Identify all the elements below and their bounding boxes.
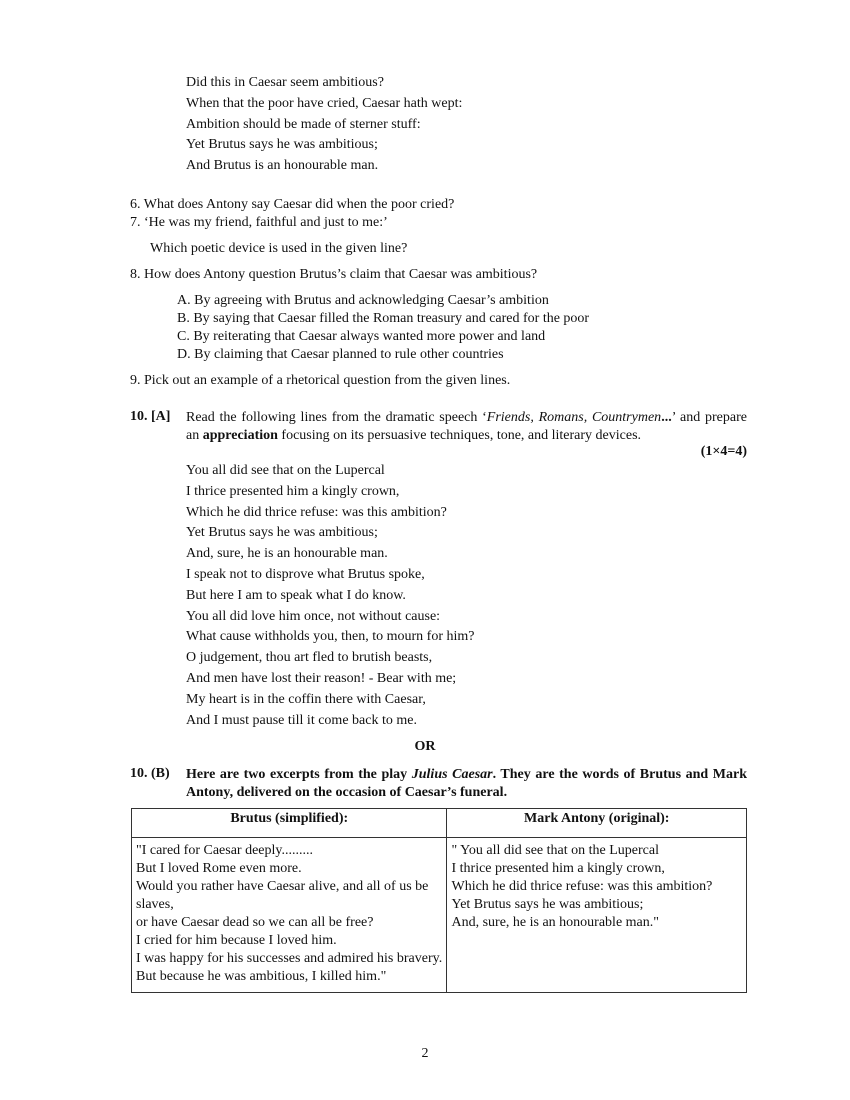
antony-line: And, sure, he is an honourable man." <box>451 915 659 930</box>
header-brutus: Brutus (simplified): <box>132 809 447 838</box>
poem-line: Ambition should be made of sterner stuff: <box>186 116 421 132</box>
appreciation-emphasis: appreciation <box>202 428 278 443</box>
poem-line: Did this in Caesar seem ambitious? <box>186 75 384 90</box>
marks-label: (1×4=4) <box>700 444 747 459</box>
antony-speech-cell <box>447 838 747 993</box>
poem-line: When that the poor have cried, Caesar hath wept: <box>186 95 463 111</box>
question-10a-number: 10. [A] <box>130 409 171 424</box>
poem-excerpt-top <box>186 73 462 177</box>
table-row <box>132 838 747 993</box>
poem-line: And I must pause till it come back to me. <box>186 712 417 728</box>
brutus-line: But I loved Rome even more. <box>136 861 302 876</box>
play-title: Julius Caesar <box>411 767 493 782</box>
brutus-line: I cried for him because I loved him. <box>136 933 337 948</box>
brutus-line: But because he was ambitious, I killed him." <box>136 969 387 984</box>
speech-title: Friends, Romans, Countrymen <box>486 410 662 425</box>
brutus-line: Would you rather have Caesar alive, and all of us be slaves, <box>136 879 429 912</box>
poem-line: I thrice presented him a kingly crown, <box>186 483 400 499</box>
brutus-line: "I cared for Caesar deeply......... <box>136 843 314 858</box>
antony-line: I thrice presented him a kingly crown, <box>451 861 665 876</box>
poem-line: Yet Brutus says he was ambitious; <box>186 137 378 153</box>
brutus-line: or have Caesar dead so we can all be free? <box>136 915 374 930</box>
option-c: C. By reiterating that Caesar always wanted more power and land <box>177 329 546 344</box>
antony-line: Yet Brutus says he was ambitious; <box>451 897 644 912</box>
poem-line: Which he did thrice refuse: was this ambition? <box>186 504 447 520</box>
question-7-sub: Which poetic device is used in the given line? <box>150 241 408 256</box>
table-header-row <box>132 809 747 838</box>
question-6: 6. What does Antony say Caesar did when the poor cried? <box>130 197 455 212</box>
poem-line: And men have lost their reason! - Bear with me; <box>186 670 457 686</box>
question-8-options <box>177 292 589 364</box>
poem-excerpt-a <box>186 461 475 731</box>
question-10b-text: Here are two excerpts from the play Julius Caesar. They are the words of Brutus and Mark Antony, delivered on the occasion of Caesar’s funeral. <box>186 767 747 800</box>
brutus-line: I was happy for his successes and admired his bravery. <box>136 951 443 966</box>
antony-line: " You all did see that on the Lupercal <box>451 843 659 858</box>
antony-line: Which he did thrice refuse: was this ambition? <box>451 879 713 894</box>
option-b: B. By saying that Caesar filled the Roman treasury and cared for the poor <box>177 311 590 326</box>
poem-line: And Brutus is an honourable man. <box>186 158 379 174</box>
page-number: 2 <box>421 1046 429 1061</box>
option-d: D. By claiming that Caesar planned to rule other countries <box>177 347 504 362</box>
poem-line: O judgement, thou art fled to brutish beasts, <box>186 650 433 666</box>
poem-line: You all did love him once, not without cause: <box>186 608 441 624</box>
question-10a-text: Read the following lines from the dramatic speech ‘Friends, Romans, Countrymen...’ and prepare an appreciation focusing on its persuasive techniques, tone, and literary devices. <box>186 410 747 443</box>
poem-line: But here I am to speak what I do know. <box>186 587 406 603</box>
header-antony: Mark Antony (original): <box>447 809 747 838</box>
question-9: 9. Pick out an example of a rhetorical question from the given lines. <box>130 373 511 388</box>
question-10b-number: 10. (B) <box>130 766 170 781</box>
option-a: A. By agreeing with Brutus and acknowledging Caesar’s ambition <box>177 293 549 308</box>
poem-line: My heart is in the coffin there with Caesar, <box>186 691 426 707</box>
poem-line: And, sure, he is an honourable man. <box>186 546 388 562</box>
question-8: 8. How does Antony question Brutus’s claim that Caesar was ambitious? <box>130 267 538 282</box>
brutus-speech-cell <box>132 838 447 993</box>
poem-line: I speak not to disprove what Brutus spoke, <box>186 566 425 582</box>
poem-line: What cause withholds you, then, to mourn for him? <box>186 629 475 645</box>
or-divider: OR <box>414 739 436 754</box>
poem-line: Yet Brutus says he was ambitious; <box>186 525 378 541</box>
speech-comparison-table <box>131 808 747 993</box>
poem-line: You all did see that on the Lupercal <box>186 463 385 478</box>
question-7: 7. ‘He was my friend, faithful and just to me:’ <box>130 215 388 230</box>
